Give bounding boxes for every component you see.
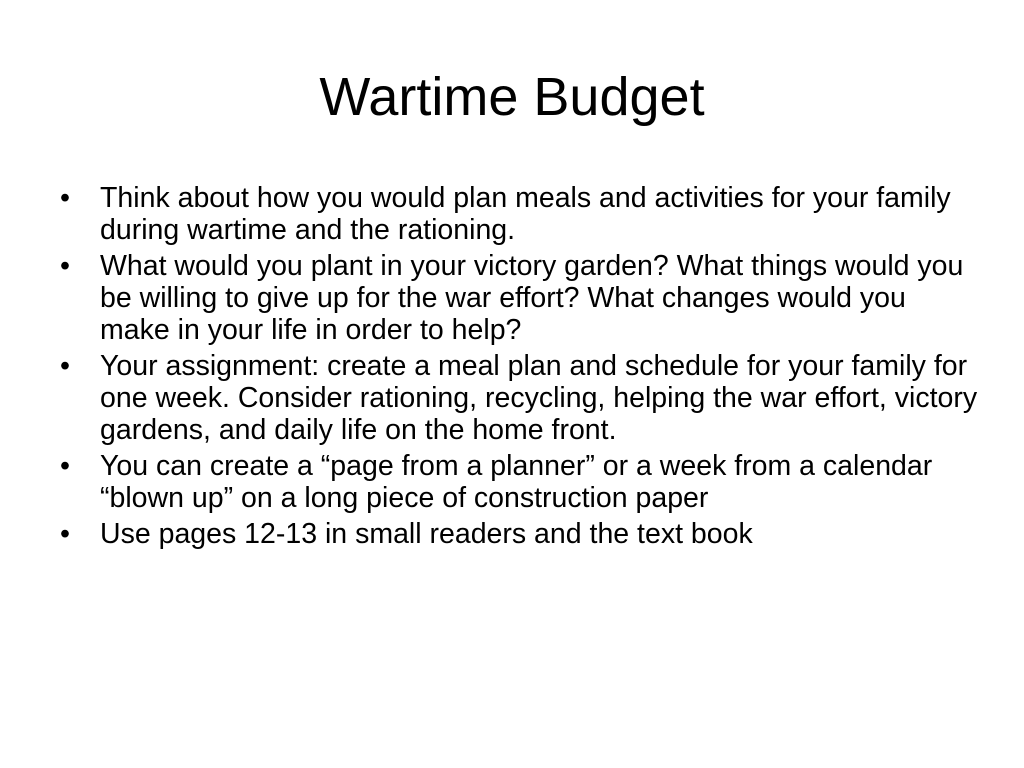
bullet-item xyxy=(60,518,980,550)
bullet-item xyxy=(60,350,980,446)
slide-title: Wartime Budget xyxy=(319,67,705,127)
bullet-text: You can create a “page from a planner” or a week from a calendar “blown up” on a long piece of construction paper xyxy=(100,450,933,514)
bullet-marker: • xyxy=(60,518,70,550)
bullet-marker: • xyxy=(60,182,70,214)
bullet-text: Use pages 12-13 in small readers and the text book xyxy=(100,518,753,550)
bullet-list xyxy=(60,182,980,554)
bullet-marker: • xyxy=(60,450,70,482)
bullet-item xyxy=(60,450,980,514)
bullet-marker: • xyxy=(60,350,70,382)
bullet-item xyxy=(60,250,980,346)
bullet-text: What would you plant in your victory garden? What things would you be willing to give up for the war effort? What changes would you make in your life in order to help? xyxy=(100,250,964,346)
bullet-text: Think about how you would plan meals and activities for your family during wartime and the rationing. xyxy=(100,182,951,246)
bullet-marker: • xyxy=(60,250,70,282)
bullet-text: Your assignment: create a meal plan and schedule for your family for one week. Consider rationing, recycling, helping the war effort, victory gardens, and daily life on the home front. xyxy=(100,350,978,446)
bullet-item xyxy=(60,182,980,246)
